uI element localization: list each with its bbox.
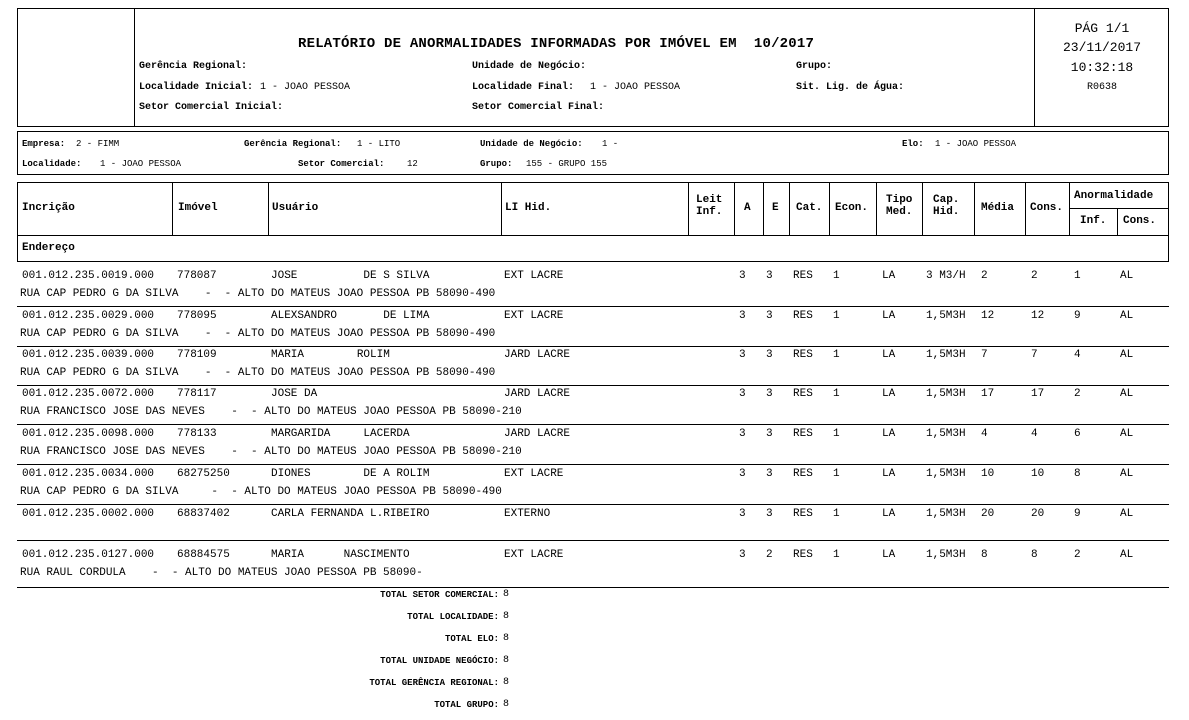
- col-usuario: Usuário: [272, 202, 319, 214]
- cell-inscricao: 001.012.235.0002.000: [22, 508, 155, 520]
- total-label: TOTAL SETOR COMERCIAL:: [380, 590, 499, 600]
- cell-inf: 9: [1074, 508, 1081, 520]
- cell-tipo: LA: [882, 270, 896, 282]
- col-sep: [688, 182, 689, 235]
- total-label: TOTAL LOCALIDADE:: [407, 612, 499, 622]
- cell-e: 3: [766, 388, 773, 400]
- info-empresa-label: Empresa:: [22, 139, 66, 149]
- row-divider: [17, 306, 1169, 307]
- cell-inf: 6: [1074, 428, 1081, 440]
- cell-cap: 1,5M3H: [926, 428, 966, 440]
- cell-lihid: JARD LACRE: [504, 388, 571, 400]
- cell-tipo: LA: [882, 468, 896, 480]
- total-value: 8: [503, 611, 510, 622]
- cell-media: 8: [981, 549, 988, 561]
- cell-cons: 7: [1031, 349, 1038, 361]
- page-number: PÁG 1/1: [1074, 21, 1130, 36]
- cell-imovel: 68884575: [177, 549, 230, 561]
- col-anorm-cons: Cons.: [1123, 215, 1157, 227]
- hdr-loc-fim-label: Localidade Final:: [472, 82, 575, 93]
- cell-media: 4: [981, 428, 988, 440]
- col-sep: [876, 182, 877, 235]
- report-period: 10/2017: [753, 36, 815, 52]
- cell-acons: AL: [1120, 549, 1134, 561]
- cell-cat: RES: [793, 468, 813, 480]
- col-lihid: LI Hid.: [505, 202, 552, 214]
- cell-media: 20: [981, 508, 995, 520]
- cell-inf: 2: [1074, 549, 1081, 561]
- cell-cons: 12: [1031, 310, 1045, 322]
- cell-a: 3: [739, 428, 746, 440]
- cell-cat: RES: [793, 388, 813, 400]
- cell-lihid: EXTERNO: [504, 508, 551, 520]
- cell-inscricao: 001.012.235.0098.000: [22, 428, 155, 440]
- col-sep: [1025, 182, 1026, 235]
- cell-a: 3: [739, 549, 746, 561]
- cell-imovel: 778087: [177, 270, 217, 282]
- cell-cap: 1,5M3H: [926, 349, 966, 361]
- row-divider: [17, 587, 1169, 588]
- report-time: 10:32:18: [1070, 60, 1134, 75]
- cell-cat: RES: [793, 349, 813, 361]
- cell-cat: RES: [793, 428, 813, 440]
- cell-imovel: 778109: [177, 349, 217, 361]
- cell-usuario: MARGARIDA LACERDA: [271, 428, 410, 440]
- cell-endereco: RUA CAP PEDRO G DA SILVA - - ALTO DO MATEUS JOAO PESSOA PB 58090-490: [20, 288, 496, 300]
- cell-a: 3: [739, 468, 746, 480]
- cell-media: 2: [981, 270, 988, 282]
- hdr-setor-ini-label: Setor Comercial Inicial:: [139, 102, 284, 113]
- cell-tipo: LA: [882, 428, 896, 440]
- cell-inscricao: 001.012.235.0072.000: [22, 388, 155, 400]
- cell-imovel: 778117: [177, 388, 217, 400]
- cell-econ: 1: [833, 508, 840, 520]
- row-divider: [17, 385, 1169, 386]
- cell-usuario: MARIA ROLIM: [271, 349, 390, 361]
- col-anormalidade: Anormalidade: [1074, 190, 1154, 202]
- cell-cons: 10: [1031, 468, 1045, 480]
- info-localidade-label: Localidade:: [22, 159, 82, 169]
- cell-e: 3: [766, 349, 773, 361]
- cell-usuario: MARIA NASCIMENTO: [271, 549, 410, 561]
- cell-a: 3: [739, 388, 746, 400]
- cell-usuario: JOSE DA: [271, 388, 318, 400]
- report-title-text: RELATÓRIO DE ANORMALIDADES INFORMADAS POR IMÓVEL EM: [298, 36, 737, 52]
- total-value: 8: [503, 633, 510, 644]
- cell-e: 3: [766, 310, 773, 322]
- cell-econ: 1: [833, 270, 840, 282]
- row-divider: [17, 424, 1169, 425]
- cell-a: 3: [739, 349, 746, 361]
- cell-tipo: LA: [882, 508, 896, 520]
- cell-media: 17: [981, 388, 995, 400]
- col-sep: [172, 182, 173, 235]
- cell-endereco: RUA CAP PEDRO G DA SILVA - - ALTO DO MATEUS JOAO PESSOA PB 58090-490: [20, 328, 496, 340]
- cell-media: 12: [981, 310, 995, 322]
- col-anorm-inf: Inf.: [1080, 215, 1107, 227]
- cell-acons: AL: [1120, 468, 1134, 480]
- hdr-loc-fim-value: 1 - JOAO PESSOA: [590, 82, 681, 93]
- info-unidade-label: Unidade de Negócio:: [480, 139, 583, 149]
- info-grupo-value: 155 - GRUPO 155: [526, 159, 608, 169]
- total-label: TOTAL UNIDADE NEGÓCIO:: [380, 656, 499, 666]
- col-sep: [501, 182, 502, 235]
- total-value: 8: [503, 589, 510, 600]
- cell-endereco: RUA FRANCISCO JOSE DAS NEVES - - ALTO DO MATEUS JOAO PESSOA PB 58090-210: [20, 446, 522, 458]
- cell-tipo: LA: [882, 549, 896, 561]
- report-title: [298, 36, 814, 52]
- cell-econ: 1: [833, 310, 840, 322]
- cell-lihid: EXT LACRE: [504, 549, 564, 561]
- cell-tipo: LA: [882, 310, 896, 322]
- col-tipo-2: Med.: [886, 206, 913, 218]
- cell-inf: 2: [1074, 388, 1081, 400]
- cell-inscricao: 001.012.235.0019.000: [22, 270, 155, 282]
- info-localidade-value: 1 - JOAO PESSOA: [100, 159, 182, 169]
- cell-media: 7: [981, 349, 988, 361]
- hdr-loc-ini-label: Localidade Inicial:: [139, 82, 254, 93]
- hdr-loc-ini-value: 1 - JOAO PESSOA: [260, 82, 351, 93]
- cell-a: 3: [739, 270, 746, 282]
- anorm-sep: [1069, 208, 1169, 209]
- info-gerencia-value: 1 - LITO: [357, 139, 401, 149]
- col-sep: [1117, 208, 1118, 235]
- cell-acons: AL: [1120, 349, 1134, 361]
- cell-cat: RES: [793, 508, 813, 520]
- cell-inf: 8: [1074, 468, 1081, 480]
- cell-econ: 1: [833, 428, 840, 440]
- cell-inscricao: 001.012.235.0029.000: [22, 310, 155, 322]
- col-econ: Econ.: [835, 202, 869, 214]
- cell-cat: RES: [793, 549, 813, 561]
- cell-e: 3: [766, 468, 773, 480]
- hdr-gerencia-label: Gerência Regional:: [139, 61, 248, 72]
- total-value: 8: [503, 677, 510, 688]
- cell-lihid: JARD LACRE: [504, 428, 571, 440]
- cell-lihid: EXT LACRE: [504, 270, 564, 282]
- col-leit-1: Leit: [696, 194, 723, 206]
- cell-inf: 9: [1074, 310, 1081, 322]
- cell-usuario: JOSE DE S SILVA: [271, 270, 430, 282]
- cell-cap: 1,5M3H: [926, 388, 966, 400]
- cell-imovel: 778133: [177, 428, 217, 440]
- cell-lihid: JARD LACRE: [504, 349, 571, 361]
- cell-endereco: RUA RAUL CORDULA - - ALTO DO MATEUS JOAO PESSOA PB 58090-: [20, 567, 423, 579]
- info-setor-value: 12: [407, 159, 418, 169]
- cell-e: 3: [766, 270, 773, 282]
- cell-inscricao: 001.012.235.0039.000: [22, 349, 155, 361]
- cell-imovel: 68837402: [177, 508, 230, 520]
- cell-cap: 1,5M3H: [926, 549, 966, 561]
- info-unidade-value: 1 -: [602, 139, 619, 149]
- total-label: TOTAL GRUPO:: [434, 700, 499, 710]
- cell-cap: 3 M3/H: [926, 270, 966, 282]
- row-divider: [17, 540, 1169, 541]
- hdr-unidade-label: Unidade de Negócio:: [472, 61, 587, 72]
- col-cap-2: Hid.: [933, 206, 960, 218]
- table-header: [17, 182, 1169, 262]
- cell-econ: 1: [833, 468, 840, 480]
- cell-cons: 8: [1031, 549, 1038, 561]
- col-leit-2: Inf.: [696, 206, 723, 218]
- cell-endereco: RUA FRANCISCO JOSE DAS NEVES - - ALTO DO MATEUS JOAO PESSOA PB 58090-210: [20, 406, 522, 418]
- cell-lihid: EXT LACRE: [504, 468, 564, 480]
- cell-imovel: 778095: [177, 310, 217, 322]
- col-sep: [974, 182, 975, 235]
- cell-acons: AL: [1120, 270, 1134, 282]
- cell-econ: 1: [833, 388, 840, 400]
- col-endereco: Endereço: [22, 242, 75, 254]
- cell-usuario: DIONES DE A ROLIM: [271, 468, 430, 480]
- cell-cat: RES: [793, 310, 813, 322]
- cell-cap: 1,5M3H: [926, 508, 966, 520]
- total-label: TOTAL ELO:: [444, 634, 499, 644]
- cell-cap: 1,5M3H: [926, 468, 966, 480]
- cell-inscricao: 001.012.235.0127.000: [22, 549, 155, 561]
- info-empresa-value: 2 - FIMM: [76, 139, 120, 149]
- col-sep: [268, 182, 269, 235]
- cell-e: 3: [766, 428, 773, 440]
- col-e: E: [772, 202, 779, 214]
- cell-acons: AL: [1120, 310, 1134, 322]
- cell-econ: 1: [833, 349, 840, 361]
- cell-cons: 2: [1031, 270, 1038, 282]
- cell-cons: 4: [1031, 428, 1038, 440]
- header-divider-right: [1034, 8, 1035, 127]
- cell-econ: 1: [833, 549, 840, 561]
- report-date: 23/11/2017: [1062, 40, 1141, 55]
- cell-e: 2: [766, 549, 773, 561]
- col-sep: [763, 182, 764, 235]
- col-cons: Cons.: [1030, 202, 1064, 214]
- cell-a: 3: [739, 310, 746, 322]
- info-grupo-label: Grupo:: [480, 159, 513, 169]
- col-imovel: Imóvel: [178, 202, 218, 214]
- cell-endereco: RUA CAP PEDRO G DA SILVA - - ALTO DO MATEUS JOAO PESSOA PB 58090-490: [20, 367, 496, 379]
- cell-acons: AL: [1120, 508, 1134, 520]
- report-code: R0638: [1086, 82, 1117, 93]
- cell-acons: AL: [1120, 428, 1134, 440]
- info-gerencia-label: Gerência Regional:: [244, 139, 342, 149]
- cell-e: 3: [766, 508, 773, 520]
- cell-a: 3: [739, 508, 746, 520]
- col-inscricao: Incrição: [22, 202, 75, 214]
- cell-acons: AL: [1120, 388, 1134, 400]
- cell-tipo: LA: [882, 388, 896, 400]
- row-divider: [17, 464, 1169, 465]
- total-value: 8: [503, 699, 510, 710]
- col-sep: [829, 182, 830, 235]
- hdr-setor-fim-label: Setor Comercial Final:: [472, 102, 605, 113]
- cell-cap: 1,5M3H: [926, 310, 966, 322]
- col-a: A: [744, 202, 751, 214]
- header-sep: [17, 235, 1169, 236]
- cell-cat: RES: [793, 270, 813, 282]
- col-media: Média: [981, 202, 1015, 214]
- col-tipo-1: Tipo: [886, 194, 913, 206]
- row-divider: [17, 346, 1169, 347]
- cell-inf: 1: [1074, 270, 1081, 282]
- col-cat: Cat.: [796, 202, 823, 214]
- info-elo-label: Elo:: [902, 139, 924, 149]
- col-cap-1: Cap.: [933, 194, 960, 206]
- col-sep: [789, 182, 790, 235]
- cell-tipo: LA: [882, 349, 896, 361]
- hdr-grupo-label: Grupo:: [796, 61, 833, 72]
- row-divider: [17, 504, 1169, 505]
- col-sep: [922, 182, 923, 235]
- info-elo-value: 1 - JOAO PESSOA: [935, 139, 1017, 149]
- cell-endereco: RUA CAP PEDRO G DA SILVA - - ALTO DO MATEUS JOAO PESSOA PB 58090-490: [20, 486, 502, 498]
- cell-lihid: EXT LACRE: [504, 310, 564, 322]
- total-label: TOTAL GERÊNCIA REGIONAL:: [369, 678, 499, 688]
- cell-inscricao: 001.012.235.0034.000: [22, 468, 155, 480]
- cell-cons: 17: [1031, 388, 1045, 400]
- hdr-sit-label: Sit. Lig. de Água:: [796, 82, 905, 93]
- cell-usuario: ALEXSANDRO DE LIMA: [271, 310, 430, 322]
- cell-cons: 20: [1031, 508, 1045, 520]
- col-sep: [734, 182, 735, 235]
- total-value: 8: [503, 655, 510, 666]
- cell-media: 10: [981, 468, 995, 480]
- cell-inf: 4: [1074, 349, 1081, 361]
- cell-imovel: 68275250: [177, 468, 230, 480]
- header-divider-left: [134, 8, 135, 127]
- info-setor-label: Setor Comercial:: [298, 159, 385, 169]
- cell-usuario: CARLA FERNANDA L.RIBEIRO: [271, 508, 430, 520]
